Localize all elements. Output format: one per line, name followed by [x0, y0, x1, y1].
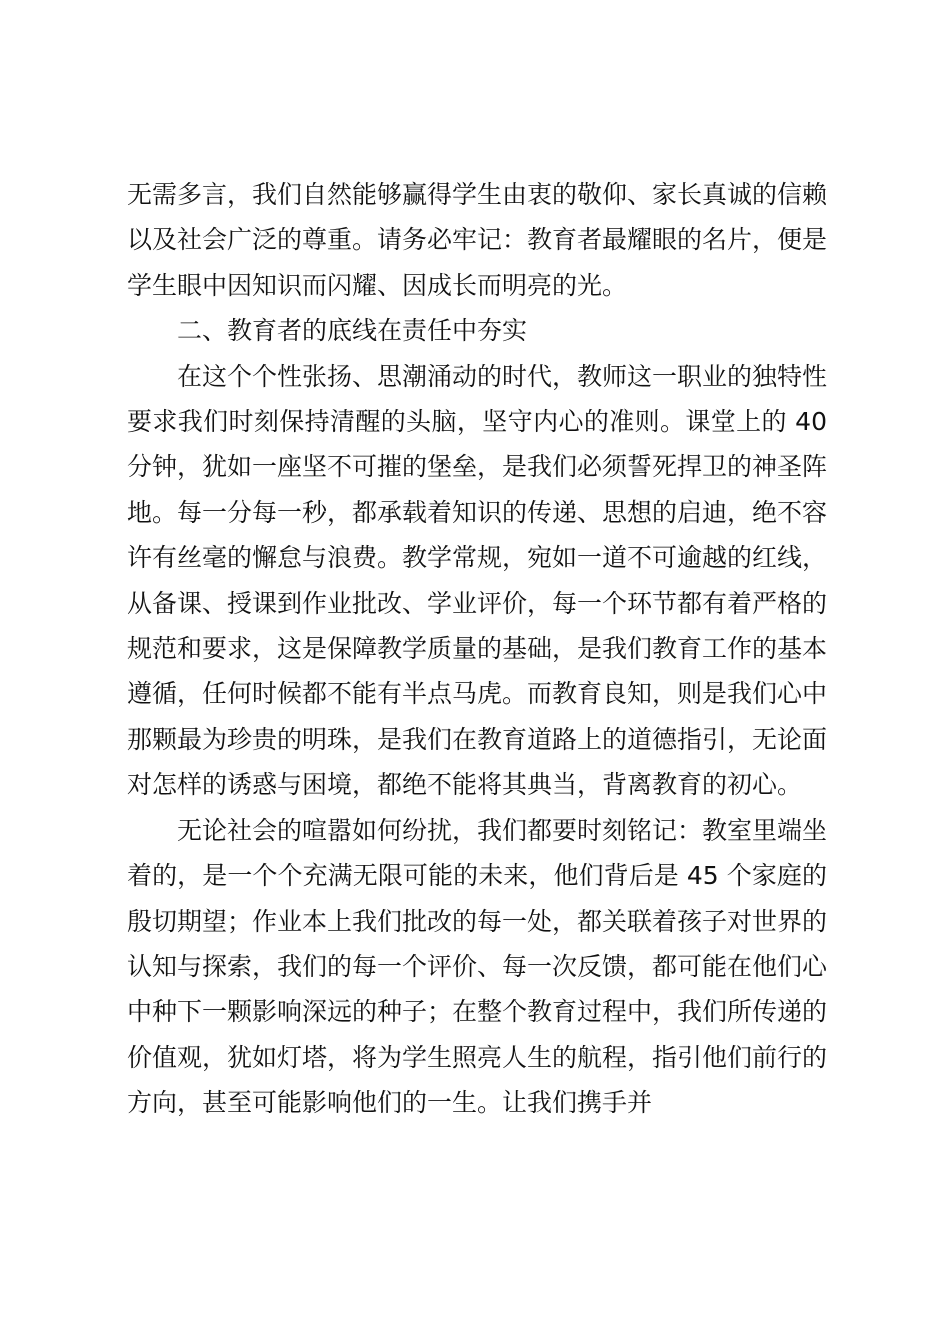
paragraph-continuation: 无需多言，我们自然能够赢得学生由衷的敬仰、家长真诚的信赖以及社会广泛的尊重。请务必牢记：教育者最耀眼的名片，便是学生眼中因知识而闪耀、因成长而明亮的光。 — [127, 180, 828, 300]
section-heading: 二、教育者的底线在责任中夯实 — [177, 316, 528, 346]
document-body — [127, 172, 827, 1126]
paragraph-remember: 无论社会的喧嚣如何纷扰，我们都要时刻铭记：教室里端坐着的，是一个个充满无限可能的未来，他们背后是 45 个家庭的殷切期望；作业本上我们批改的每一处，都关联着孩子对世界的认知与探索，我们的每一个评价、每一次反馈，都可能在他们心中种下一颗影响深远的种子；在整个教育过程中，我们所传递的价值观，犹如灯塔，将为学生照亮人生的航程，指引他们前行的方向，甚至可能影响他们的一生。让我们携手并 — [127, 815, 828, 1118]
paragraph-responsibility: 在这个个性张扬、思潮涌动的时代，教师这一职业的独特性要求我们时刻保持清醒的头脑，坚守内心的准则。课堂上的 40 分钟，犹如一座坚不可摧的堡垒，是我们必须誓死捍卫的神圣阵地。每一分每一秒，都承载着知识的传递、思想的启迪，绝不容许有丝毫的懈怠与浪费。教学常规，宛如一道不可逾越的红线，从备课、授课到作业批改、学业评价，每一个环节都有着严格的规范和要求，这是保障教学质量的基础，是我们教育工作的基本遵循，任何时候都不能有半点马虎。而教育良知，则是我们心中那颗最为珍贵的明珠，是我们在教育道路上的道德指引，无论面对怎样的诱惑与困境，都绝不能将其典当，背离教育的初心。 — [127, 361, 828, 800]
